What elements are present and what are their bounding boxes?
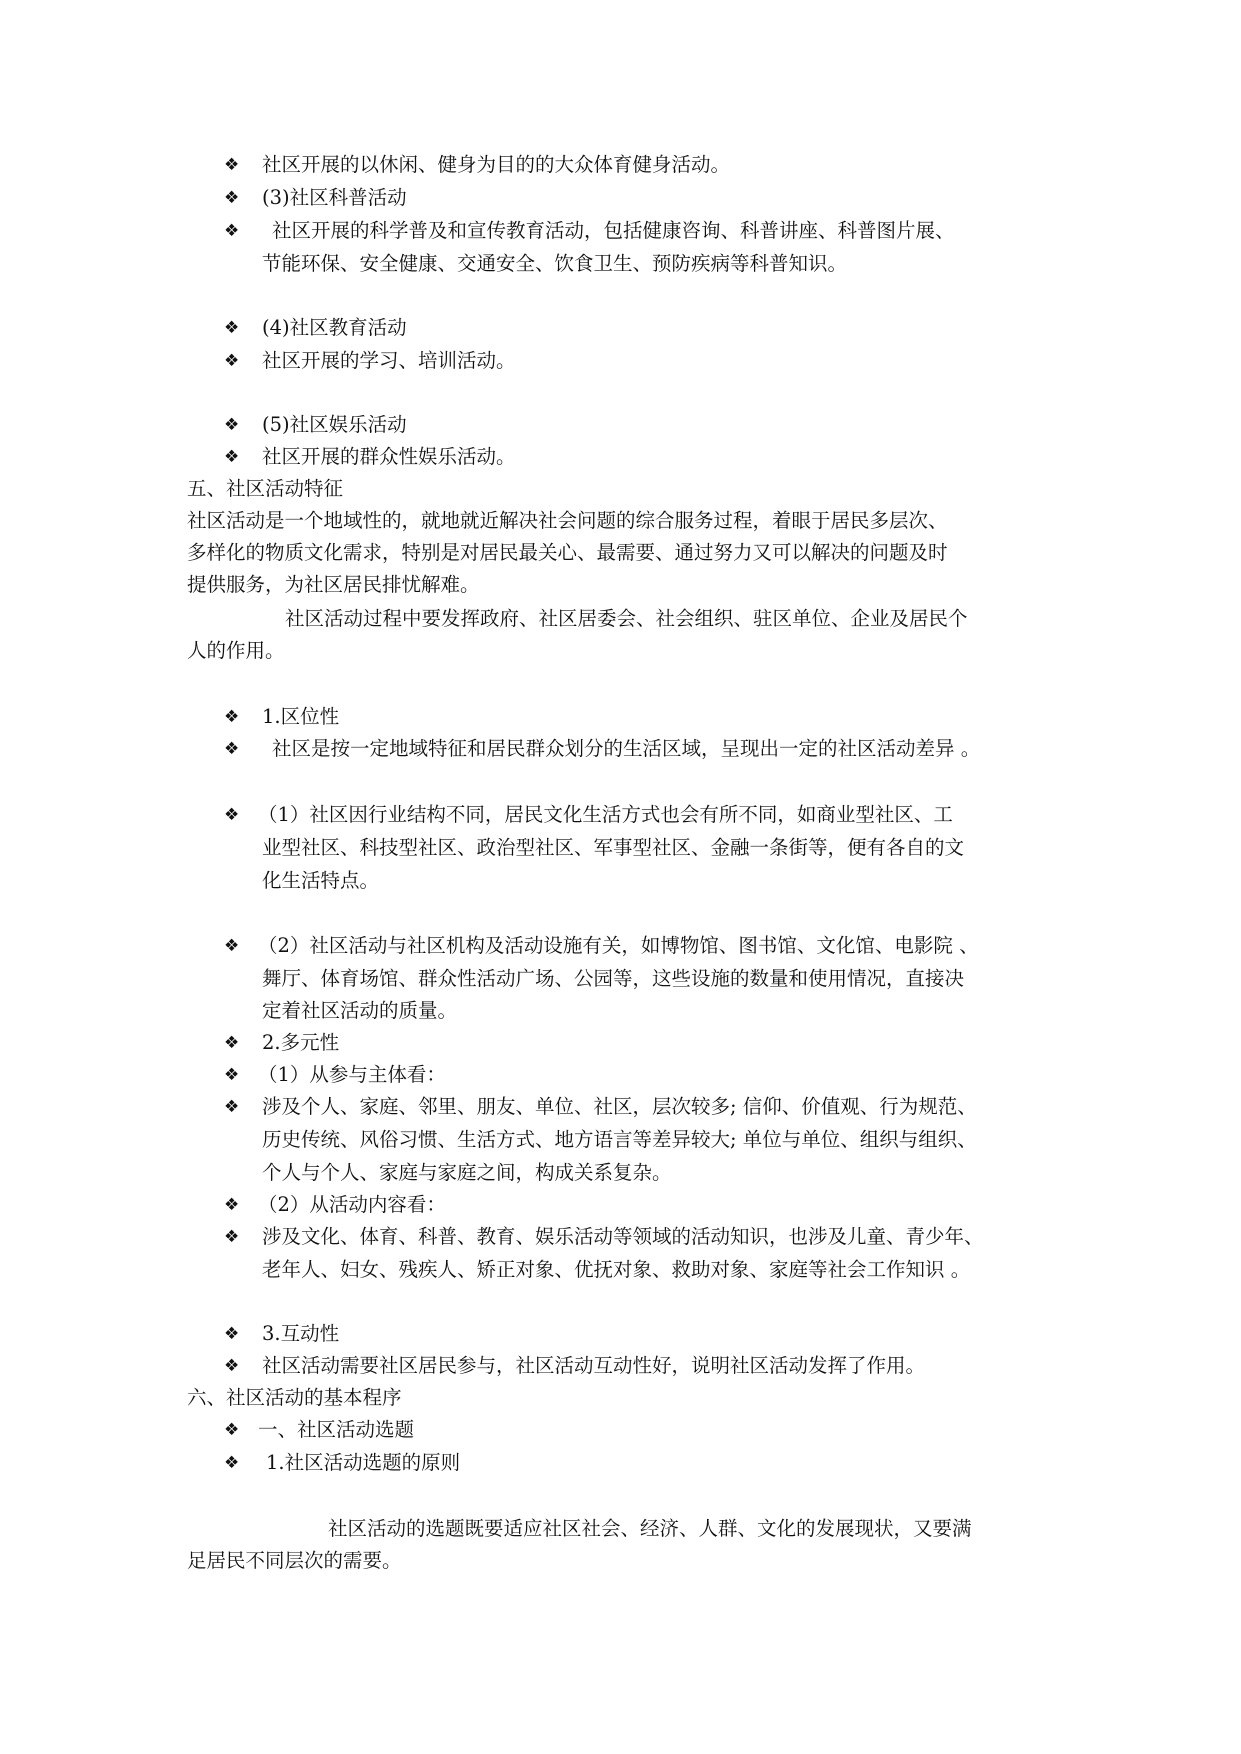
text-line: 老年人、妇女、残疾人、矫正对象、优抚对象、救助对象、家庭等社会工作知识 。 — [262, 1258, 971, 1281]
text-line: (5)社区娱乐活动 — [262, 413, 407, 436]
bullet-icon: ❖ — [224, 805, 240, 825]
bullet-icon: ❖ — [224, 1033, 240, 1053]
bullet-icon: ❖ — [224, 1227, 240, 1247]
bullet-icon: ❖ — [224, 1453, 240, 1473]
text-line: 社区活动过程中要发挥政府、社区居委会、社会组织、驻区单位、企业及居民个 — [285, 607, 968, 630]
text-line: 社区开展的科学普及和宣传教育活动，包括健康咨询、科普讲座、科普图片展、 — [272, 219, 955, 242]
bullet-icon: ❖ — [224, 739, 240, 759]
bullet-icon: ❖ — [224, 351, 240, 371]
bullet-icon: ❖ — [224, 1097, 240, 1117]
text-line: 个人与个人、家庭与家庭之间，构成关系复杂。 — [262, 1161, 672, 1184]
text-line: 1.区位性 — [262, 705, 340, 728]
text-line: 历史传统、风俗习惯、生活方式、地方语言等差异较大; 单位与单位、组织与组织、 — [262, 1128, 977, 1151]
bullet-icon: ❖ — [224, 1065, 240, 1085]
text-line: （1）社区因行业结构不同，居民文化生活方式也会有所不同，如商业型社区、工 — [258, 803, 953, 826]
text-line: 2.多元性 — [262, 1031, 340, 1054]
text-line: 3.互动性 — [262, 1322, 340, 1345]
text-line: 1.社区活动选题的原则 — [266, 1451, 461, 1474]
text-line: 社区开展的以休闲、健身为目的的大众体育健身活动。 — [262, 153, 731, 176]
text-line: (3)社区科普活动 — [262, 186, 407, 209]
text-line: （2）社区活动与社区机构及活动设施有关，如博物馆、图书馆、文化馆、电影院 、 — [258, 934, 979, 957]
bullet-icon: ❖ — [224, 1420, 240, 1440]
bullet-icon: ❖ — [224, 221, 240, 241]
text-line: 节能环保、安全健康、交通安全、饮食卫生、预防疾病等科普知识。 — [262, 252, 848, 275]
text-line: 多样化的物质文化需求，特别是对居民最关心、最需要、通过努力又可以解决的问题及时 — [187, 541, 948, 564]
text-line: 社区活动的选题既要适应社区社会、经济、人群、文化的发展现状，又要满 — [328, 1517, 972, 1540]
bullet-icon: ❖ — [224, 415, 240, 435]
text-line: （2）从活动内容看： — [258, 1193, 446, 1216]
bullet-icon: ❖ — [224, 707, 240, 727]
text-line: 社区活动是一个地域性的，就地就近解决社会问题的综合服务过程，着眼于居民多层次、 — [187, 509, 948, 532]
text-line: 社区是按一定地域特征和居民群众划分的生活区域，呈现出一定的社区活动差异 。 — [272, 737, 981, 760]
text-line: 化生活特点。 — [262, 869, 380, 892]
text-line: 提供服务，为社区居民排忧解难。 — [187, 573, 480, 596]
section-heading: 六、社区活动的基本程序 — [187, 1386, 402, 1409]
bullet-icon: ❖ — [224, 155, 240, 175]
text-line: 涉及文化、体育、科普、教育、娱乐活动等领域的活动知识，也涉及儿童、青少年、 — [262, 1225, 984, 1248]
text-line: 一、社区活动选题 — [258, 1418, 415, 1441]
text-line: 业型社区、科技型社区、政治型社区、军事型社区、金融一条街等，便有各自的文 — [262, 836, 965, 859]
text-line: 舞厅、体育场馆、群众性活动广场、公园等，这些设施的数量和使用情况，直接决 — [262, 967, 965, 990]
bullet-icon: ❖ — [224, 1324, 240, 1344]
text-line: 足居民不同层次的需要。 — [187, 1549, 402, 1572]
bullet-icon: ❖ — [224, 318, 240, 338]
bullet-icon: ❖ — [224, 447, 240, 467]
bullet-icon: ❖ — [224, 188, 240, 208]
text-line: 社区开展的学习、培训活动。 — [262, 349, 516, 372]
text-line: 社区开展的群众性娱乐活动。 — [262, 445, 516, 468]
bullet-icon: ❖ — [224, 936, 240, 956]
text-line: (4)社区教育活动 — [262, 316, 407, 339]
section-heading: 五、社区活动特征 — [187, 477, 344, 500]
text-line: 人的作用。 — [187, 639, 285, 662]
text-line: 社区活动需要社区居民参与，社区活动互动性好，说明社区活动发挥了作用。 — [262, 1354, 926, 1377]
text-line: 定着社区活动的质量。 — [262, 999, 458, 1022]
text-line: 涉及个人、家庭、邻里、朋友、单位、社区，层次较多; 信仰、价值观、行为规范、 — [262, 1095, 977, 1118]
bullet-icon: ❖ — [224, 1356, 240, 1376]
text-line: （1）从参与主体看： — [258, 1063, 446, 1086]
bullet-icon: ❖ — [224, 1195, 240, 1215]
